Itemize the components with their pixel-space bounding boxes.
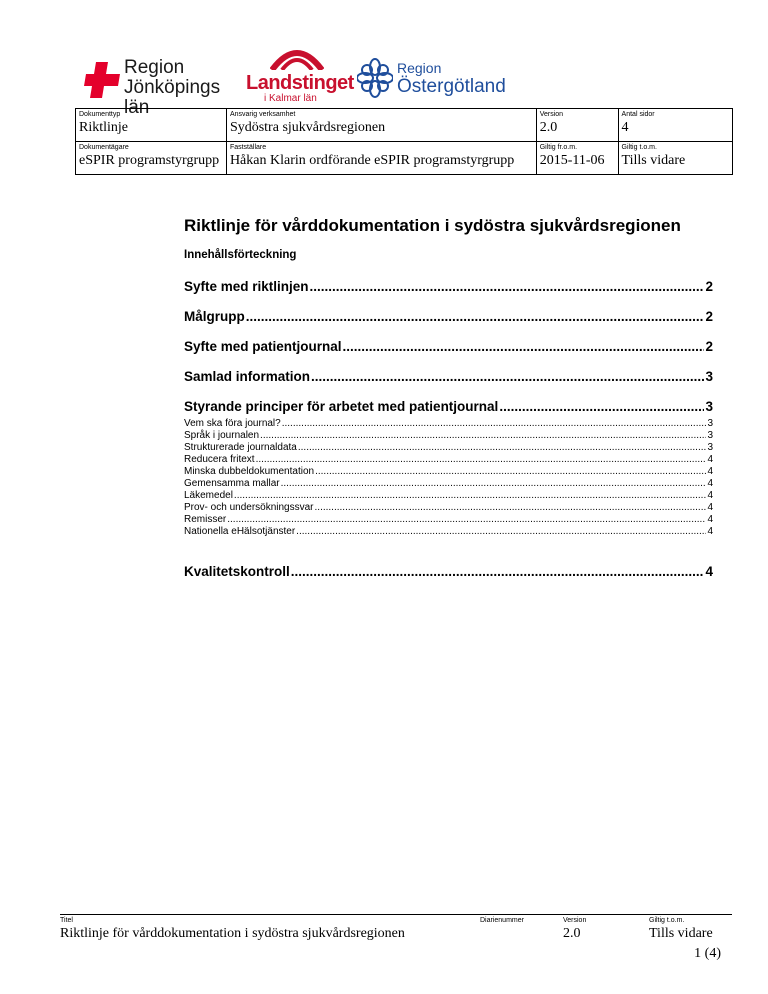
toc-subentry-page: 3 <box>707 418 713 429</box>
toc-leader <box>310 279 705 294</box>
toc-subentry-text: Strukturerade journaldata <box>184 442 297 453</box>
toc-subentry-text: Gemensamma mallar <box>184 478 280 489</box>
header-label: Dokumentägare <box>79 144 129 151</box>
header-label: Giltig fr.o.m. <box>539 144 578 151</box>
toc-entry-page: 3 <box>705 399 713 414</box>
footer-divider <box>60 914 732 915</box>
toc-subentry-page: 4 <box>707 514 713 525</box>
footer-title-value: Riktlinje för vårddokumentation i sydöstra sjukvårdsregionen <box>60 926 405 941</box>
logo-jonkoping-line1: Region <box>124 57 185 78</box>
header-value: Riktlinje <box>79 120 128 135</box>
toc-subentry-page: 3 <box>707 442 713 453</box>
toc-leader <box>282 418 707 429</box>
toc-entry[interactable] <box>184 279 713 297</box>
toc-entry-page: 4 <box>705 564 713 579</box>
logo-ostergotland-line1: Region <box>397 60 442 76</box>
header-cell-page-count <box>618 109 732 142</box>
red-cross-icon <box>82 60 122 100</box>
header-cell-valid-from <box>536 142 618 175</box>
toc-subentry[interactable] <box>184 466 713 478</box>
logo-ostergotland-line2: Östergötland <box>397 76 506 97</box>
header-label: Ansvarig verksamhet <box>229 111 296 118</box>
toc-subentry-page: 4 <box>707 502 713 513</box>
logo-kalmar-line2: i Kalmar län <box>264 93 317 104</box>
toc-subentry-text: Prov- och undersökningssvar <box>184 502 314 513</box>
toc-leader <box>315 502 707 513</box>
toc-entry-page: 3 <box>705 369 713 384</box>
header-label: Dokumenttyp <box>79 111 121 118</box>
toc-entry-text: Styrande principer för arbetet med patientjournal <box>184 399 499 414</box>
toc-leader <box>311 369 704 384</box>
toc-subentry-text: Nationella eHälsotjänster <box>184 526 296 537</box>
toc-subentry[interactable] <box>184 430 713 442</box>
toc-subentry[interactable] <box>184 526 713 538</box>
toc-leader <box>343 339 705 354</box>
header-cell-valid-to <box>618 142 732 175</box>
toc-leader <box>298 442 707 453</box>
header-cell-responsible-unit <box>226 109 536 142</box>
toc-subentry-page: 3 <box>707 430 713 441</box>
toc-leader <box>246 309 705 324</box>
header-cell-document-owner <box>76 142 227 175</box>
header-value: 2.0 <box>539 120 558 135</box>
toc-leader <box>281 478 707 489</box>
footer-diarie-label: Diarienummer <box>480 917 524 924</box>
toc-leader <box>315 466 706 477</box>
toc-subentry[interactable] <box>184 442 713 454</box>
page-number: 1 (4) <box>694 946 721 961</box>
toc-leader <box>234 490 707 501</box>
header-row-2 <box>76 142 733 175</box>
ostergotland-flower-icon <box>357 58 393 98</box>
toc-subentry-page: 4 <box>707 466 713 477</box>
region-ostergotland-logo <box>357 58 506 102</box>
toc-entry[interactable] <box>184 369 713 387</box>
toc-entry-page: 2 <box>705 309 713 324</box>
toc-subentry-page: 4 <box>707 454 713 465</box>
header-value: eSPIR programstyrgrupp <box>79 153 220 168</box>
toc-leader <box>227 514 706 525</box>
kalmar-arc-icon <box>270 44 324 70</box>
header-row-1 <box>76 109 733 142</box>
header-label: Giltig t.o.m. <box>621 144 657 151</box>
toc-leader <box>291 564 705 579</box>
toc-entry-text: Kvalitetskontroll <box>184 564 290 579</box>
toc-entry[interactable] <box>184 309 713 327</box>
footer-valid-value: Tills vidare <box>649 926 713 941</box>
toc-subentry[interactable] <box>184 418 713 430</box>
toc-subentry[interactable] <box>184 514 713 526</box>
toc-subentry-text: Minska dubbeldokumentation <box>184 466 315 477</box>
header-cell-version <box>536 109 618 142</box>
toc-heading: Innehållsförteckning <box>184 249 297 261</box>
footer-version-value: 2.0 <box>563 926 581 941</box>
toc-leader <box>256 454 707 465</box>
toc-subentry[interactable] <box>184 502 713 514</box>
footer-valid-label: Giltig t.o.m. <box>649 917 685 924</box>
toc-entry-page: 2 <box>705 339 713 354</box>
toc-subentry-text: Remisser <box>184 514 227 525</box>
toc-entry-text: Syfte med riktlinjen <box>184 279 309 294</box>
toc-entry-text: Syfte med patientjournal <box>184 339 342 354</box>
footer-version-label: Version <box>563 917 587 924</box>
header-value: 2015-11-06 <box>539 153 605 168</box>
toc-subentry[interactable] <box>184 454 713 466</box>
footer-title-label: Titel <box>60 917 73 924</box>
header-label: Fastställare <box>229 144 267 151</box>
toc-entry[interactable] <box>184 564 713 582</box>
header-value: Håkan Klarin ordförande eSPIR programstyrgrupp <box>229 153 515 168</box>
toc-entry-page: 2 <box>705 279 713 294</box>
toc-leader <box>499 399 704 414</box>
toc-subentry-page: 4 <box>707 490 713 501</box>
toc-subentry-text: Vem ska föra journal? <box>184 418 281 429</box>
toc-subentry[interactable] <box>184 490 713 502</box>
toc-subentry-page: 4 <box>707 478 713 489</box>
toc-entry[interactable] <box>184 399 713 417</box>
toc-subentry-text: Reducera fritext <box>184 454 255 465</box>
header-value: Tills vidare <box>621 153 686 168</box>
header-value: Sydöstra sjukvårdsregionen <box>229 120 386 135</box>
toc-entry[interactable] <box>184 339 713 357</box>
document-title: Riktlinje för vårddokumentation i sydöstra sjukvårdsregionen <box>184 216 681 235</box>
toc-leader <box>296 526 706 537</box>
toc-entry-text: Samlad information <box>184 369 311 384</box>
toc-subentry-text: Läkemedel <box>184 490 233 501</box>
header-label: Antal sidor <box>621 111 655 118</box>
logo-kalmar-line1: Landstinget <box>246 72 354 94</box>
header-cell-document-type <box>76 109 227 142</box>
toc-leader <box>260 430 706 441</box>
toc-entry-text: Målgrupp <box>184 309 245 324</box>
logo-jonkoping-line2: Jönköpings län <box>124 77 221 118</box>
header-label: Version <box>539 111 564 118</box>
header-value: 4 <box>621 120 629 135</box>
document-header-table <box>75 108 733 175</box>
toc-subentry-page: 4 <box>707 526 713 537</box>
toc-subentry-text: Språk i journalen <box>184 430 260 441</box>
toc-subentry[interactable] <box>184 478 713 490</box>
header-cell-approver <box>226 142 536 175</box>
landstinget-kalmar-logo <box>246 44 354 104</box>
